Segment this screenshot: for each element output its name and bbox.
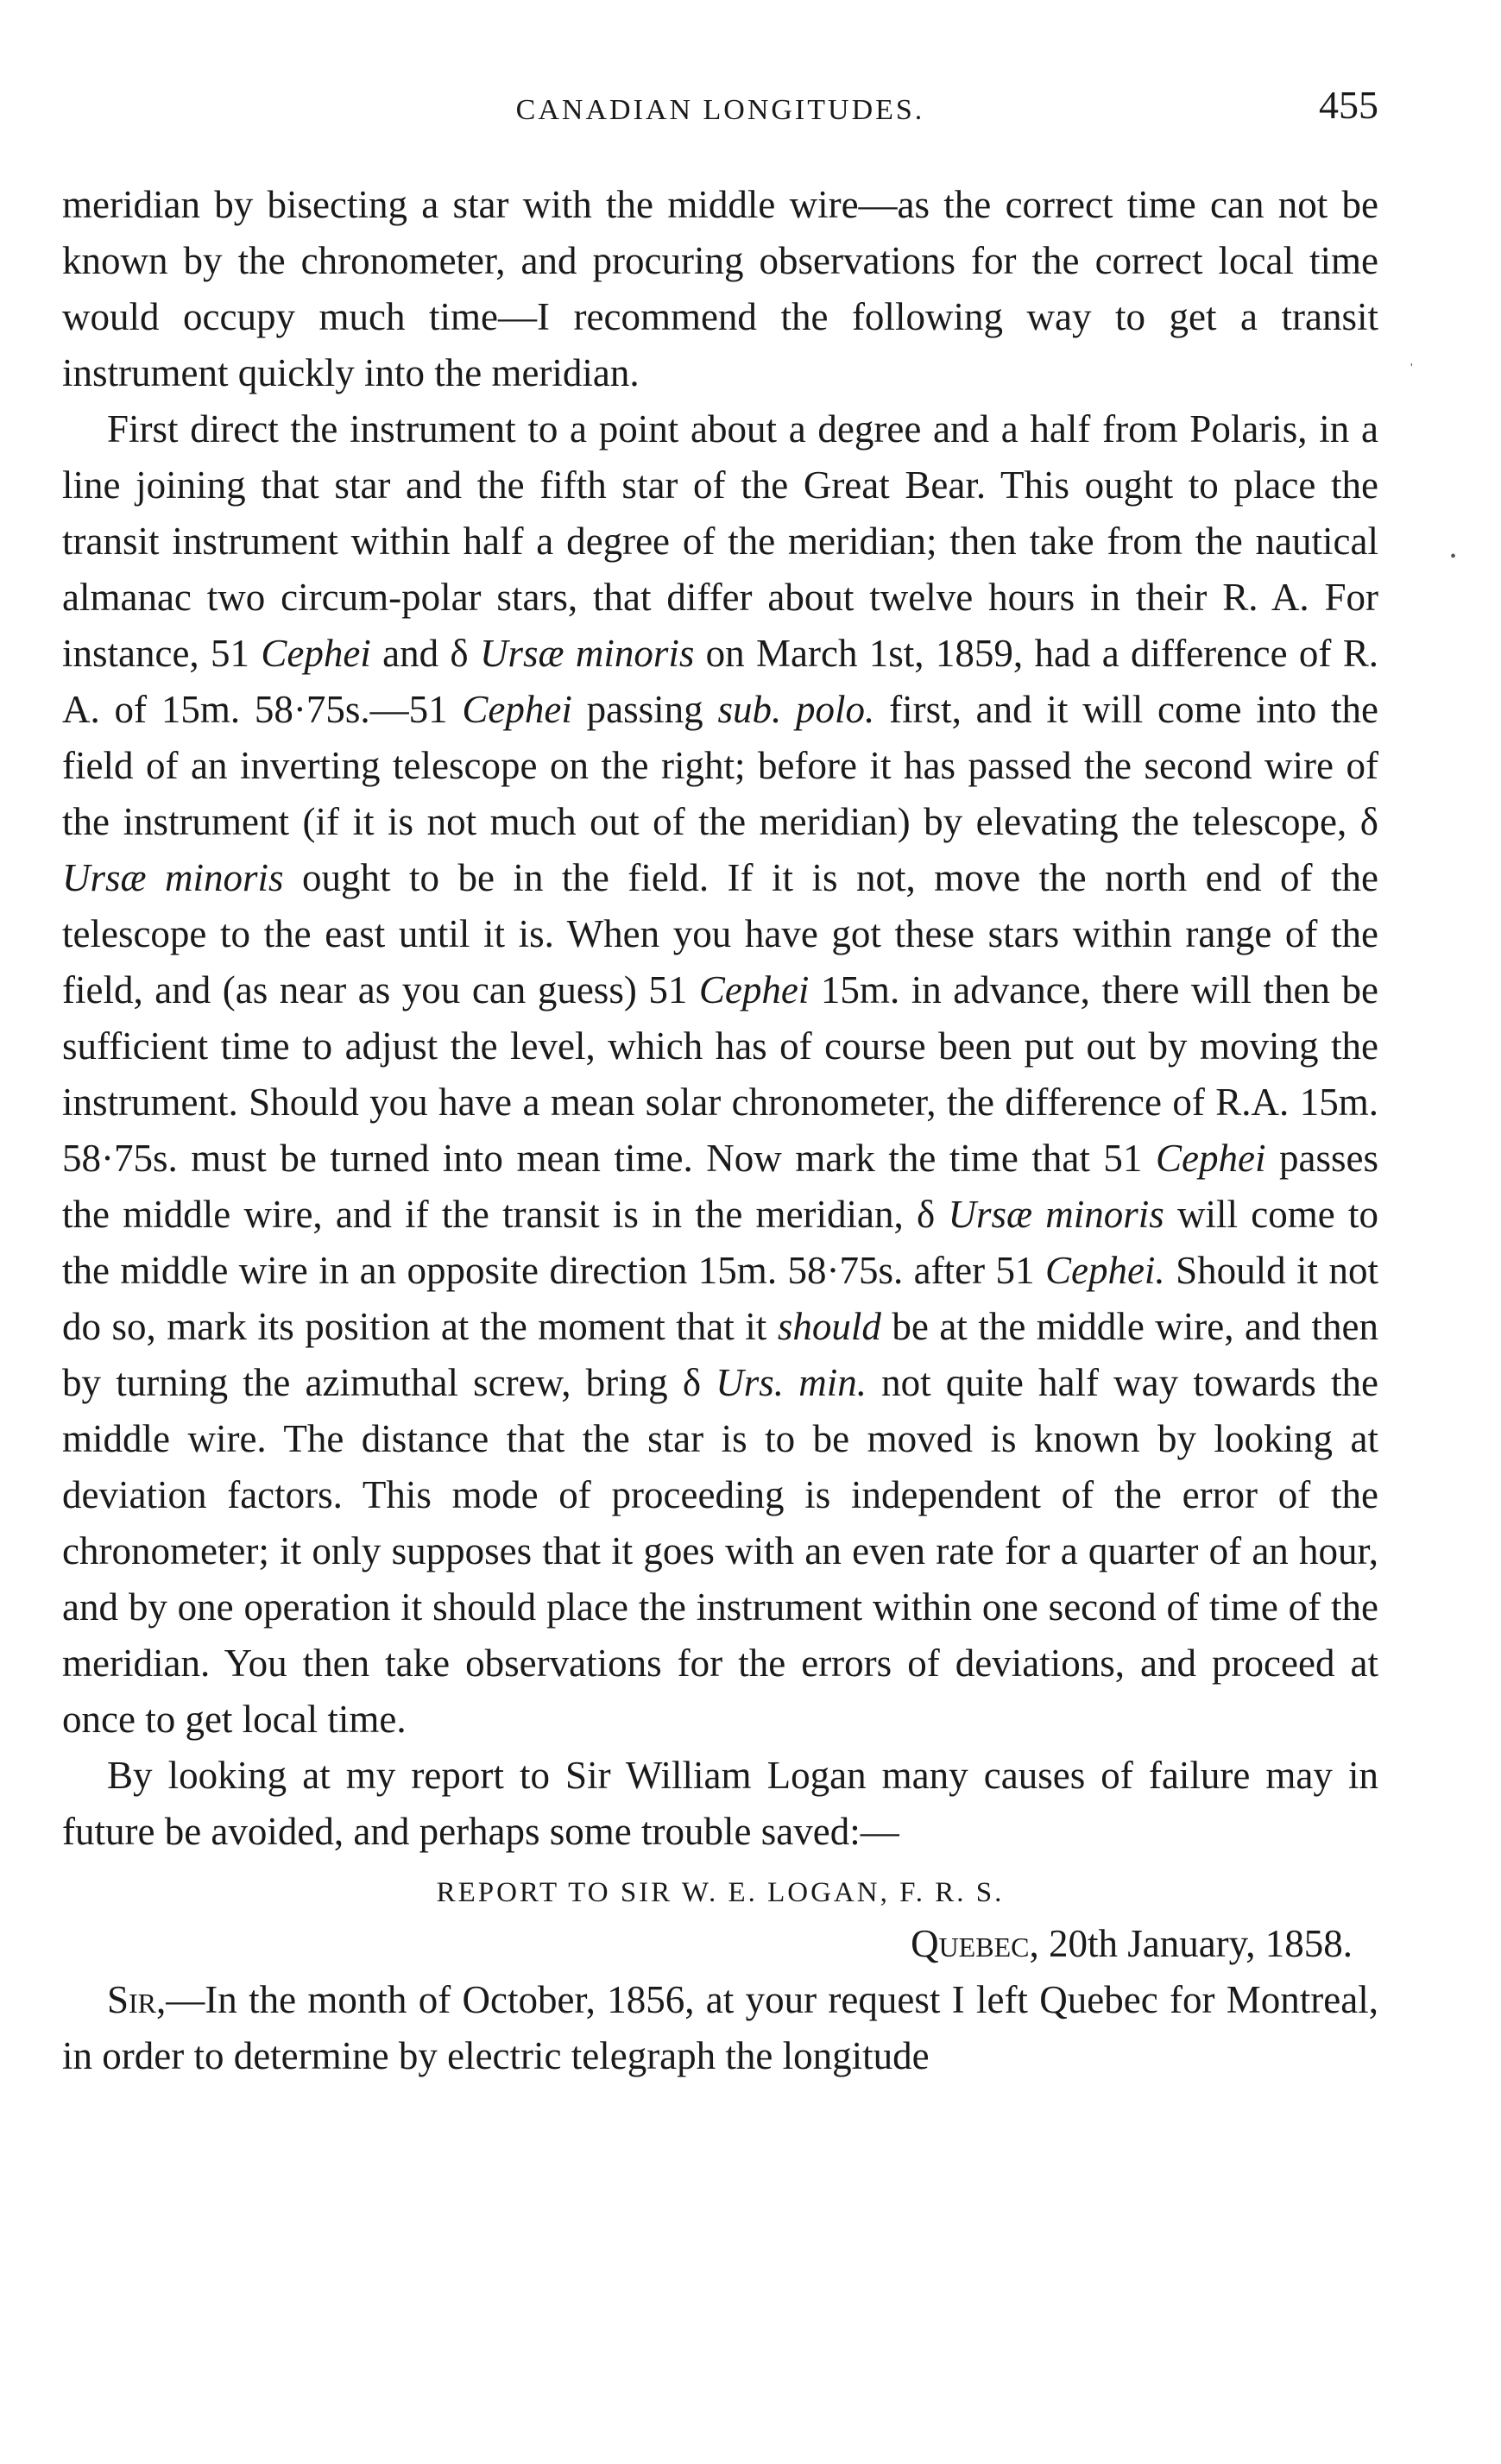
star-name: Urs. min.	[716, 1361, 867, 1404]
latin-term: sub. polo.	[717, 688, 875, 731]
text-run: —In the month of October, 1856, at your request I left Quebec for Montreal, in order to determine by electric telegraph the longitude	[62, 1978, 1378, 2077]
star-name: Ursæ minoris	[479, 632, 695, 675]
text-run: first, and it will come into the field of an inverting telescope on the right; before it has passed the second wire of the instrument (if it is not much out of the meridian) by elevating the telescope, δ	[62, 688, 1379, 843]
running-title: CANADIAN LONGITUDES.	[515, 94, 925, 126]
text-run: By looking at my report to Sir William Logan many causes of failure may in future be avoided, and perhaps some trouble saved:—	[62, 1754, 1378, 1853]
star-name: Cephei	[1155, 1137, 1266, 1180]
text-run: ought to be in the field. If it is not, move the north end of the telescope to the east until it is. When you have got these stars within range of the field, and (as near as you can guess) 51	[62, 856, 1378, 1011]
paragraph-report-opening	[62, 1972, 1378, 2084]
text-run: and δ	[370, 632, 480, 675]
paragraph-transit-method	[62, 401, 1378, 1748]
report-heading: REPORT TO SIR W. E. LOGAN, F. R. S.	[436, 1877, 1005, 1908]
text-run: meridian by bisecting a star with the middle wire—as the correct time can not be known by the chronometer, and procuring observations for the correct local time would occupy much time—I recommend the following way to get a transit instrument quickly into the meridian.	[62, 183, 1378, 394]
text-run: First direct the instrument to a point about a degree and a half from Polaris, in a line joining that star and the fifth star of the Great Bear. This ought to place the transit instrument within half a degree of the meridian; then take from the nautical almanac two circum-polar stars, that differ about twelve hours in their R. A. For instance, 51	[62, 407, 1378, 675]
book-page	[62, 82, 1378, 2084]
text-run: passes the middle wire, and if the transit is in the meridian, δ	[62, 1137, 1378, 1236]
star-name: Ursæ minoris	[62, 856, 284, 899]
text-run: will come to the middle wire in an opposite direction 15m. 58·75s. after 51	[62, 1193, 1378, 1292]
text-run: Should it not do so, mark its position at the moment that it	[62, 1249, 1378, 1348]
margin-mark: •	[1450, 547, 1457, 566]
star-name: Cephei	[462, 688, 572, 731]
star-name: Cephei.	[1044, 1249, 1165, 1292]
star-name: Cephei	[261, 632, 371, 675]
page-number: 455	[1319, 83, 1378, 127]
text-run: passing	[571, 688, 718, 731]
star-name: Ursæ minoris	[948, 1193, 1164, 1236]
salutation: Sir,	[107, 1978, 167, 2021]
text-run: 15m. in advance, there will then be sufficient time to adjust the level, which has of course been put out by moving the instrument. Should you have a mean solar chronometer, the difference of R.A. 15m. 58·75s. must be turned into mean time. Now mark the time that 51	[62, 968, 1378, 1180]
date: 20th January, 1858.	[1038, 1922, 1353, 1965]
report-body	[62, 1972, 1378, 2084]
running-head	[62, 82, 1378, 142]
text-run: on March 1st, 1859, had a difference of R. A. of 15m. 58·75s.—51	[62, 632, 1378, 731]
paragraph-continuation	[62, 177, 1378, 401]
margin-mark: ˈ	[1409, 361, 1415, 380]
emphasis: should	[777, 1305, 881, 1348]
text-run: be at the middle wire, and then by turning the azimuthal screw, bring δ	[62, 1305, 1378, 1404]
place-date	[62, 1916, 1378, 1972]
star-name: Cephei	[698, 968, 810, 1011]
place: Quebec,	[911, 1922, 1039, 1965]
paragraph-report-intro	[62, 1748, 1378, 1860]
body-text	[62, 177, 1378, 1860]
text-run: not quite half way towards the middle wire. The distance that the star is to be moved is known by looking at deviation factors. This mode of proceeding is independent of the error of the chronometer; it only supposes that it goes with an even rate for a quarter of an hour, and by one operation it should place the instrument within one second of time of the meridian. You then take observations for the errors of deviations, and proceed at once to get local time.	[62, 1361, 1378, 1741]
